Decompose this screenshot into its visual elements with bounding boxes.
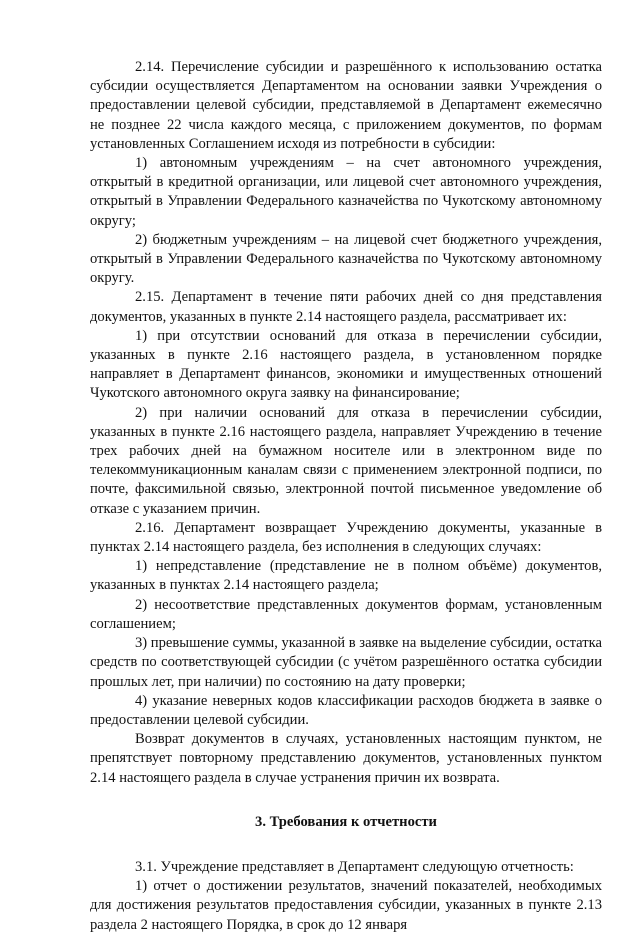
paragraph-2-15-item-2: 2) при наличии оснований для отказа в перечислении субсидии, указанных в пункте 2.16 настоящего раздела, направляет Учреждению в течение трех рабочих дней на бумажном носителе или в электронном виде по телекоммуникационным каналам связи с применением электронной подписи, по почте, факсимильной связью, электронной почтой письменное уведомление об отказе с указанием причин. <box>90 404 602 517</box>
paragraph-2-16-item-1: 1) непредставление (представление не в полном объёме) документов, указанных в пунктах 2.14 настоящего раздела; <box>90 558 602 594</box>
paragraph-2-15-item-1: 1) при отсутствии оснований для отказа в перечислении субсидии, указанных в пункте 2.16 настоящего раздела, в установленном порядке направляет в Департамент финансов, экономики и имущественных отношений Чукотского автономного округа заявку на финансирование; <box>90 327 602 402</box>
paragraph-3-1-item-1: 1) отчет о достижении результатов, значений показателей, необходимых для достижения результатов предоставления субсидии, указанных в пункте 2.13 раздела 2 настоящего Порядка, в срок до 12 января <box>90 878 602 933</box>
paragraph-2-14: 2.14. Перечисление субсидии и разрешённого к использованию остатка субсидии осуществляется Департаментом на основании заявки Учреждения о предоставлении целевой субсидии, представляемой в Департамент ежемесячно не позднее 22 числа каждого месяца, с приложением документов, по формам установленных Соглашением исходя из потребности в субсидии: <box>90 59 602 152</box>
paragraph-2-16-item-3: 3) превышение суммы, указанной в заявке на выделение субсидии, остатка средств по соответствующей субсидии (с учётом разрешённого остатка субсидии прошлых лет, при наличии) по состоянию на дату проверки; <box>90 635 603 690</box>
paragraph-return-documents: Возврат документов в случаях, установленных настоящим пунктом, не препятствует повторному представлению документов, установленных пунктом 2.14 настоящего раздела в случае устранения причин их возврата. <box>90 731 602 786</box>
paragraph-2-16: 2.16. Департамент возвращает Учреждению документы, указанные в пунктах 2.14 настоящего раздела, без исполнения в следующих случаях: <box>90 519 602 556</box>
paragraph-3-1: 3.1. Учреждение представляет в Департамент следующую отчетность: <box>135 858 574 875</box>
paragraph-2-14-item-2: 2) бюджетным учреждениям – на лицевой счет бюджетного учреждения, открытый в Управлении Федерального казначейства по Чукотскому автономному округу. <box>90 231 602 287</box>
document-page <box>90 58 602 935</box>
paragraph-2-14-item-1: 1) автономным учреждениям – на счет автономного учреждения, открытый в кредитной организации, или лицевой счет автономного учреждения, открытый в Управлении Федерального казначейства по Чукотскому автономному округу; <box>90 155 602 229</box>
paragraph-2-16-item-2: 2) несоответствие представленных документов формам, установленным соглашением; <box>90 596 602 632</box>
section-heading: 3. Требования к отчетности <box>255 813 437 830</box>
paragraph-2-15: 2.15. Департамент в течение пяти рабочих дней со дня представления документов, указанных в пункте 2.14 настоящего раздела, рассматривает их: <box>90 289 602 325</box>
paragraph-2-16-item-4: 4) указание неверных кодов классификации расходов бюджета в заявке о предоставлении целевой субсидии. <box>90 692 602 728</box>
